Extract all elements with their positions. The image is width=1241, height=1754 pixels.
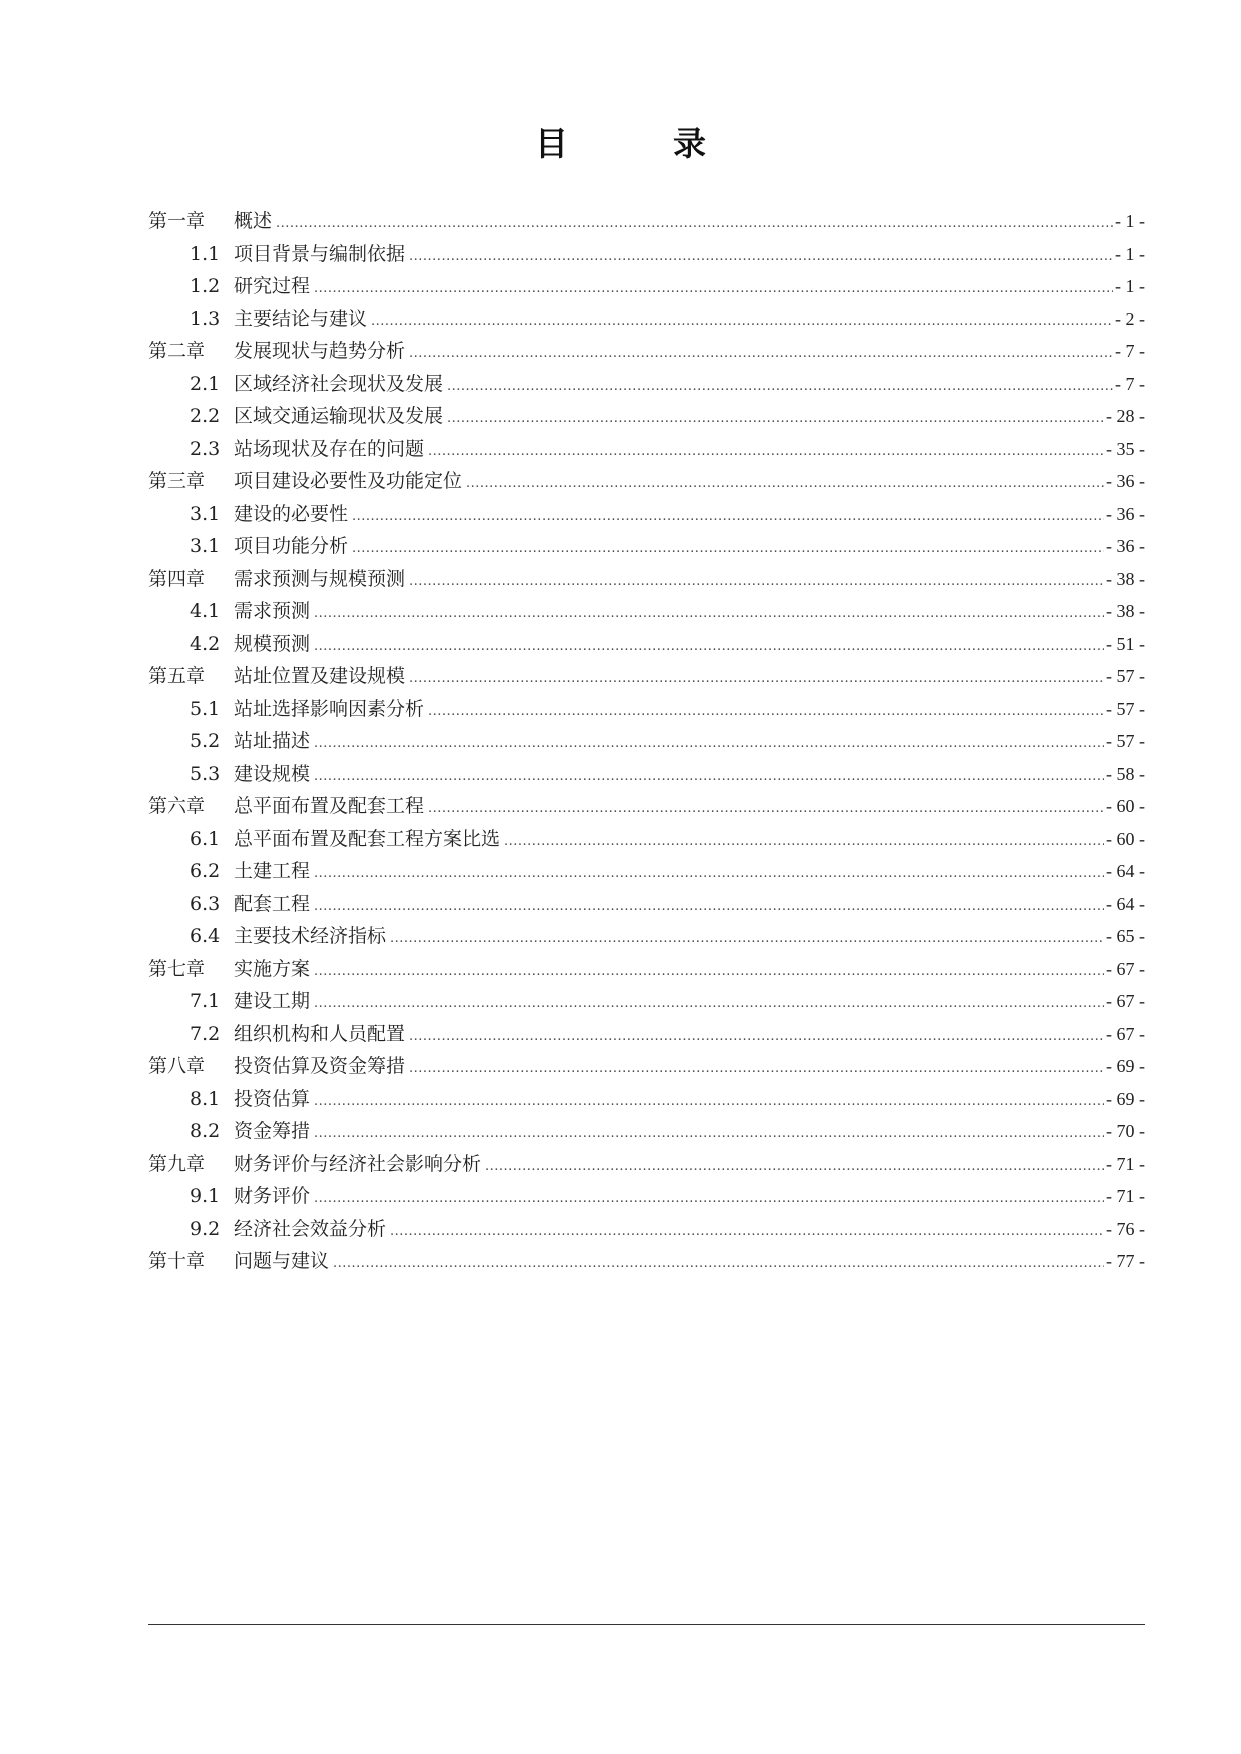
toc-number: 第五章: [148, 665, 206, 687]
toc-number: 第七章: [148, 957, 206, 980]
toc-entry-section[interactable]: [148, 304, 1145, 337]
toc-page-number: - 60 -: [1106, 796, 1145, 816]
toc-page-number: - 2 -: [1115, 308, 1145, 329]
page-title: 目 录: [535, 124, 742, 163]
toc-entry-section[interactable]: [148, 629, 1145, 662]
dot-leader: [409, 1029, 1104, 1044]
toc-entry-section[interactable]: [148, 1116, 1145, 1149]
toc-number: 第八章: [148, 1055, 206, 1077]
dot-leader: [409, 574, 1104, 589]
dot-leader: [314, 1191, 1104, 1206]
toc-entry-section[interactable]: [148, 856, 1145, 889]
dot-leader: [314, 996, 1104, 1011]
toc-page-number: - 35 -: [1106, 438, 1145, 459]
toc-number: 7.1: [190, 990, 221, 1012]
toc-title: 站址位置及建设规模: [234, 665, 406, 687]
dot-leader: [314, 769, 1104, 784]
toc-entry-section[interactable]: [148, 271, 1145, 304]
toc-page-number: - 77 -: [1106, 1251, 1145, 1271]
toc-number: 5.1: [190, 697, 221, 720]
toc-page-number: - 38 -: [1106, 568, 1145, 589]
toc-title: 土建工程: [234, 860, 311, 882]
toc-entry-section[interactable]: [148, 1084, 1145, 1117]
toc-entry-section[interactable]: [148, 499, 1145, 532]
toc-title: 投资估算: [234, 1087, 311, 1110]
toc-page-number: - 64 -: [1106, 861, 1145, 881]
toc-entry-section[interactable]: [148, 824, 1145, 857]
toc-title: 配套工程: [234, 892, 311, 915]
toc-number: 1.3: [190, 307, 221, 330]
toc-title: 需求预测: [234, 600, 311, 622]
toc-number: 6.4: [190, 925, 221, 947]
toc-title: 建设的必要性: [234, 502, 349, 525]
toc-page-number: - 71 -: [1106, 1153, 1145, 1174]
toc-title: 建设规模: [234, 762, 311, 785]
toc-entry-chapter[interactable]: [148, 564, 1145, 597]
dot-leader: [409, 671, 1104, 686]
toc-title: 站址描述: [234, 730, 311, 752]
dot-leader: [428, 444, 1104, 459]
toc-number: 8.1: [190, 1087, 221, 1110]
dot-leader: [333, 1256, 1104, 1271]
toc-entry-section[interactable]: [148, 596, 1145, 629]
dot-leader: [409, 1061, 1104, 1076]
toc-number: 6.2: [190, 860, 221, 882]
toc-number: 第九章: [148, 1152, 206, 1175]
toc-number: 2.2: [190, 405, 221, 427]
toc-entry-section[interactable]: [148, 889, 1145, 922]
toc-number: 第二章: [148, 340, 206, 362]
toc-number: 2.3: [190, 437, 221, 460]
dot-leader: [428, 704, 1104, 719]
toc-number: 1.1: [190, 242, 221, 265]
toc-entry-section[interactable]: [148, 434, 1145, 467]
toc-title: 主要技术经济指标: [234, 925, 387, 947]
toc-page-number: - 67 -: [1106, 1023, 1145, 1044]
toc-title: 研究过程: [234, 275, 311, 297]
toc-entry-chapter[interactable]: [148, 336, 1145, 369]
toc-page-number: - 38 -: [1106, 601, 1145, 621]
toc-number: 第四章: [148, 567, 206, 590]
toc-page-number: - 1 -: [1115, 211, 1145, 231]
toc-entry-chapter[interactable]: [148, 466, 1145, 499]
toc-title: 财务评价: [234, 1185, 311, 1207]
toc-number: 3.1: [190, 535, 221, 557]
toc-page-number: - 65 -: [1106, 926, 1145, 946]
toc-number: 6.1: [190, 827, 221, 850]
toc-entry-section[interactable]: [148, 1214, 1145, 1247]
toc-title: 总平面布置及配套工程: [234, 795, 425, 817]
toc-entry-chapter[interactable]: [148, 206, 1145, 239]
toc-title: 发展现状与趋势分析: [234, 340, 406, 362]
toc-page-number: - 60 -: [1106, 828, 1145, 849]
dot-leader: [485, 1159, 1104, 1174]
toc-title: 建设工期: [234, 990, 311, 1012]
toc-page-number: - 57 -: [1106, 731, 1145, 751]
dot-leader: [314, 639, 1104, 654]
toc-page-number: - 76 -: [1106, 1218, 1145, 1239]
toc-number: 9.1: [190, 1185, 221, 1207]
toc-page-number: - 57 -: [1106, 666, 1145, 686]
dot-leader: [314, 964, 1104, 979]
toc-number: 第六章: [148, 795, 206, 817]
toc-number: 第三章: [148, 470, 206, 492]
dot-leader: [428, 801, 1104, 816]
toc-number: 8.2: [190, 1120, 221, 1142]
toc-number: 5.3: [190, 762, 221, 785]
dot-leader: [447, 379, 1113, 394]
toc-page-number: - 28 -: [1106, 406, 1145, 426]
dot-leader: [276, 216, 1113, 231]
toc-entry-section[interactable]: [148, 531, 1145, 564]
toc-entry-chapter[interactable]: [148, 791, 1145, 824]
toc-title: 规模预测: [234, 632, 311, 655]
toc-page-number: - 69 -: [1106, 1056, 1145, 1076]
toc-entry-section[interactable]: [148, 921, 1145, 954]
toc-number: 4.1: [190, 600, 221, 622]
toc-entry-chapter[interactable]: [148, 1246, 1145, 1279]
toc-title: 资金筹措: [234, 1120, 311, 1142]
toc-title: 财务评价与经济社会影响分析: [234, 1152, 482, 1175]
toc-number: 6.3: [190, 892, 221, 915]
toc-page-number: - 67 -: [1106, 958, 1145, 979]
toc-title: 站场现状及存在的问题: [234, 437, 425, 460]
toc-page-number: - 67 -: [1106, 991, 1145, 1011]
toc-page-number: - 71 -: [1106, 1186, 1145, 1206]
toc-page-number: - 69 -: [1106, 1088, 1145, 1109]
toc-title: 需求预测与规模预测: [234, 567, 406, 590]
toc-title: 经济社会效益分析: [234, 1217, 387, 1240]
toc-entry-section[interactable]: [148, 1019, 1145, 1052]
toc-entry-section[interactable]: [148, 986, 1145, 1019]
toc-entry-chapter[interactable]: [148, 1051, 1145, 1084]
toc-page-number: - 70 -: [1106, 1121, 1145, 1141]
dot-leader: [390, 931, 1104, 946]
dot-leader: [409, 346, 1113, 361]
table-of-contents: [148, 206, 1145, 1279]
toc-number: 5.2: [190, 730, 221, 752]
toc-page-number: - 57 -: [1106, 698, 1145, 719]
dot-leader: [352, 509, 1104, 524]
toc-number: 3.1: [190, 502, 221, 525]
toc-page-number: - 36 -: [1106, 536, 1145, 556]
toc-page-number: - 1 -: [1115, 243, 1145, 264]
toc-entry-section[interactable]: [148, 369, 1145, 402]
toc-title: 区域经济社会现状及发展: [234, 372, 444, 395]
toc-entry-section[interactable]: [148, 694, 1145, 727]
dot-leader: [314, 899, 1104, 914]
dot-leader: [390, 1224, 1104, 1239]
toc-page-number: - 36 -: [1106, 503, 1145, 524]
toc-page-number: - 36 -: [1106, 471, 1145, 491]
dot-leader: [314, 736, 1104, 751]
toc-number: 第十章: [148, 1250, 206, 1272]
toc-entry-chapter[interactable]: [148, 954, 1145, 987]
toc-title: 区域交通运输现状及发展: [234, 405, 444, 427]
toc-title: 站址选择影响因素分析: [234, 697, 425, 720]
dot-leader: [504, 834, 1104, 849]
dot-leader: [314, 1094, 1104, 1109]
toc-title: 实施方案: [234, 957, 311, 980]
dot-leader: [352, 541, 1104, 556]
toc-page-number: - 51 -: [1106, 633, 1145, 654]
toc-page-number: - 7 -: [1115, 373, 1145, 394]
toc-page-number: - 7 -: [1115, 341, 1145, 361]
dot-leader: [314, 1126, 1104, 1141]
toc-title: 问题与建议: [234, 1250, 330, 1272]
toc-title: 总平面布置及配套工程方案比选: [234, 827, 501, 850]
dot-leader: [447, 411, 1104, 426]
toc-page-number: - 58 -: [1106, 763, 1145, 784]
toc-number: 9.2: [190, 1217, 221, 1240]
toc-title: 项目功能分析: [234, 535, 349, 557]
footer-rule: [148, 1624, 1145, 1625]
toc-number: 7.2: [190, 1022, 221, 1045]
dot-leader: [314, 866, 1104, 881]
toc-title: 概述: [234, 210, 273, 232]
toc-title: 组织机构和人员配置: [234, 1022, 406, 1045]
toc-title: 项目背景与编制依据: [234, 242, 406, 265]
toc-title: 项目建设必要性及功能定位: [234, 470, 463, 492]
toc-entry-chapter[interactable]: [148, 661, 1145, 694]
toc-number: 1.2: [190, 275, 221, 297]
toc-title: 主要结论与建议: [234, 307, 368, 330]
toc-number: 2.1: [190, 372, 221, 395]
toc-entry-section[interactable]: [148, 726, 1145, 759]
toc-entry-chapter[interactable]: [148, 1149, 1145, 1182]
toc-entry-section[interactable]: [148, 239, 1145, 272]
dot-leader: [409, 249, 1113, 264]
dot-leader: [466, 476, 1104, 491]
dot-leader: [314, 606, 1104, 621]
dot-leader: [314, 281, 1113, 296]
toc-entry-section[interactable]: [148, 1181, 1145, 1214]
toc-page-number: - 64 -: [1106, 893, 1145, 914]
dot-leader: [371, 314, 1113, 329]
toc-page-number: - 1 -: [1115, 276, 1145, 296]
toc-number: 第一章: [148, 210, 206, 232]
toc-number: 4.2: [190, 632, 221, 655]
toc-entry-section[interactable]: [148, 401, 1145, 434]
toc-title: 投资估算及资金筹措: [234, 1055, 406, 1077]
toc-entry-section[interactable]: [148, 759, 1145, 792]
